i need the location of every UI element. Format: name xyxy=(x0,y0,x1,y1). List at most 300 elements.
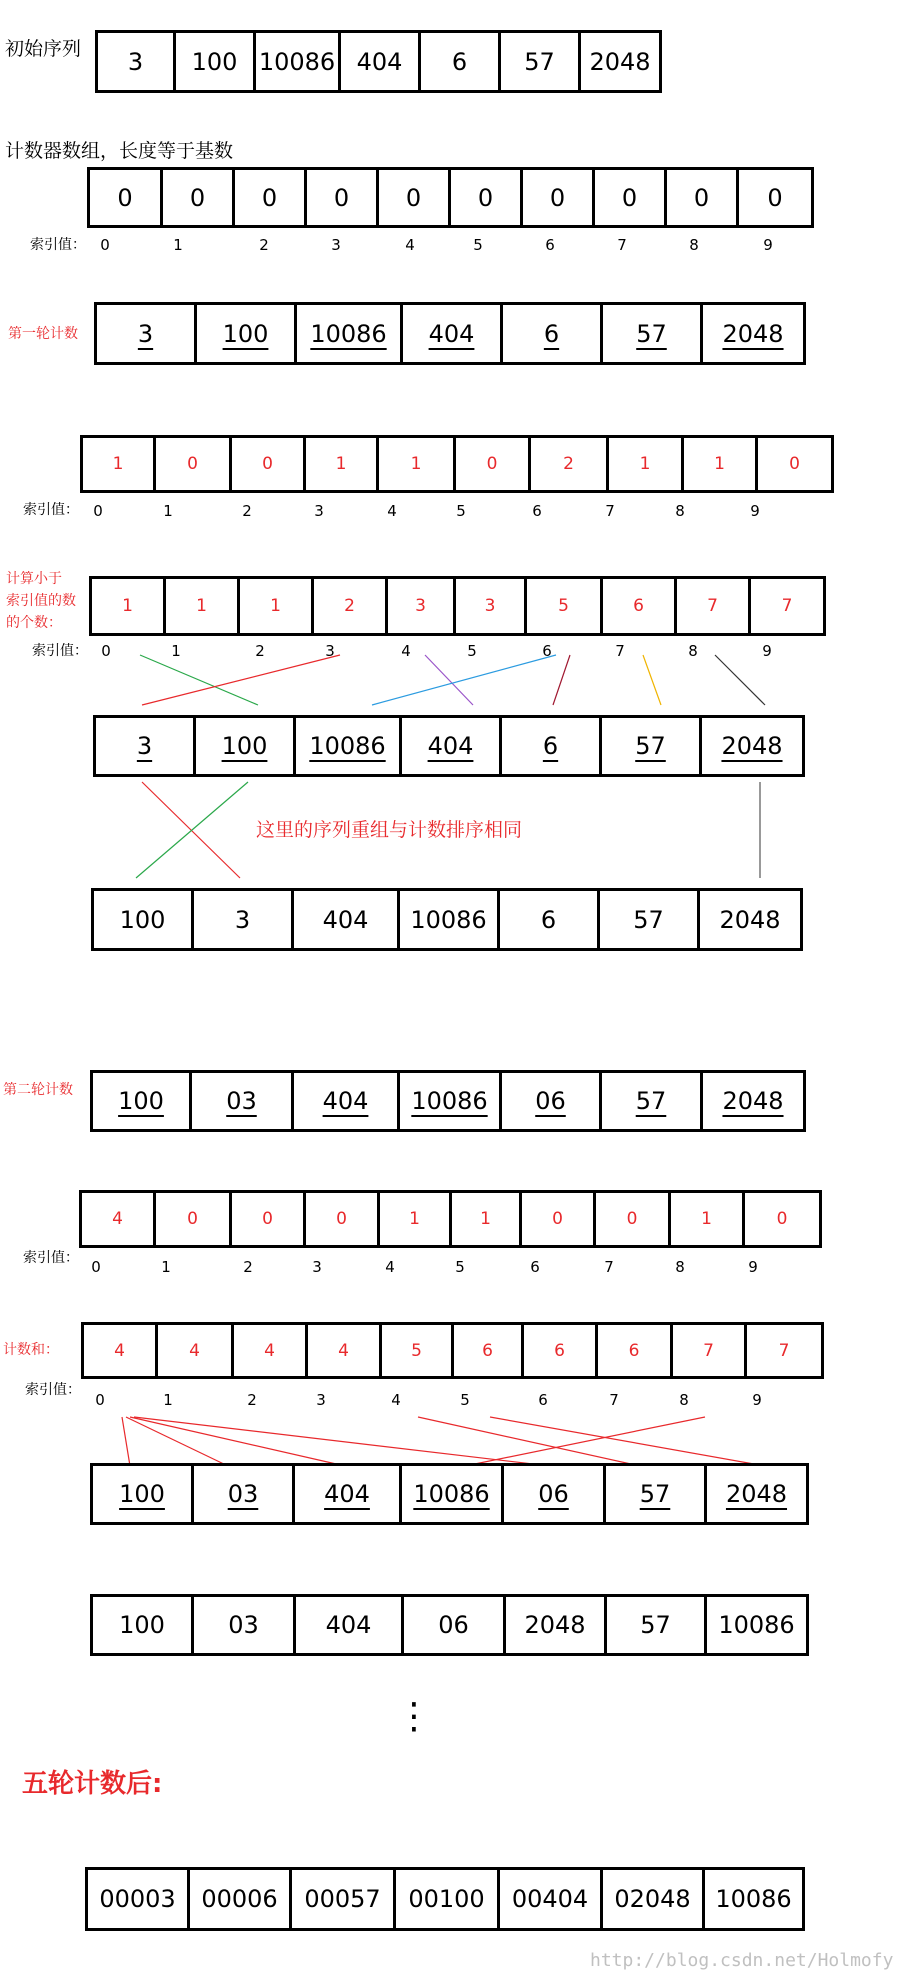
cell-value: 100 xyxy=(119,1480,165,1508)
round2-label: 第二轮计数 xyxy=(3,1082,73,1098)
array-cell xyxy=(306,1193,380,1245)
round1-sequence-array xyxy=(94,302,806,365)
cell-value: 1 xyxy=(701,1209,712,1229)
connector-line xyxy=(126,1417,228,1466)
final-sorted-array xyxy=(85,1867,805,1931)
index-value: 7 xyxy=(615,642,625,660)
array-cell xyxy=(314,579,388,633)
cell-value: 0 xyxy=(626,1209,638,1229)
cell-value: 0 xyxy=(189,183,206,212)
index-value: 5 xyxy=(456,502,466,520)
array-cell xyxy=(166,579,240,633)
cell-value: 10086 xyxy=(258,47,336,76)
array-cell xyxy=(503,305,603,362)
index-value: 9 xyxy=(762,642,772,660)
cell-value: 6 xyxy=(540,905,557,934)
array-cell xyxy=(452,1193,522,1245)
cell-value: 100 xyxy=(191,47,238,76)
index-value: 6 xyxy=(538,1391,548,1409)
cell-value: 1 xyxy=(335,454,347,474)
index-value: 8 xyxy=(675,1258,685,1276)
array-cell xyxy=(96,718,196,774)
index-label: 索引值： xyxy=(25,1382,81,1398)
cell-value: 57 xyxy=(639,1480,671,1508)
round2-counts-array xyxy=(79,1190,822,1248)
counter-array xyxy=(87,167,814,228)
array-cell xyxy=(197,305,297,362)
array-cell xyxy=(524,1325,598,1376)
array-cell xyxy=(88,1870,190,1928)
cell-value: 3 xyxy=(136,732,153,760)
cell-value: 03 xyxy=(227,1480,259,1508)
index-value: 7 xyxy=(617,236,627,254)
array-cell xyxy=(176,33,256,90)
index-value: 5 xyxy=(460,1391,470,1409)
cell-value: 1 xyxy=(410,454,422,474)
index-value: 8 xyxy=(688,642,698,660)
cell-value: 57 xyxy=(635,1087,667,1115)
cell-value: 6 xyxy=(482,1340,493,1361)
array-cell xyxy=(82,1193,156,1245)
index-value: 7 xyxy=(609,1391,619,1409)
index-value: 5 xyxy=(473,236,483,254)
cell-value: 3 xyxy=(234,905,251,934)
array-cell xyxy=(527,579,603,633)
index-value: 9 xyxy=(752,1391,762,1409)
index-value: 9 xyxy=(748,1258,758,1276)
array-cell xyxy=(456,579,527,633)
index-value: 3 xyxy=(312,1258,322,1276)
cell-value: 0 xyxy=(477,183,494,212)
cell-value: 1 xyxy=(196,596,207,616)
array-cell xyxy=(396,1870,500,1928)
cell-value: 10086 xyxy=(718,1611,795,1639)
index-value: 8 xyxy=(679,1391,689,1409)
index-value: 4 xyxy=(391,1391,401,1409)
array-cell xyxy=(500,1870,603,1928)
array-cell xyxy=(606,1466,707,1522)
connector-line xyxy=(465,1417,705,1466)
cell-value: 0 xyxy=(789,454,800,474)
array-cell xyxy=(703,305,803,362)
array-cell xyxy=(232,1193,306,1245)
cell-value: 0 xyxy=(187,1209,198,1229)
index-value: 2 xyxy=(247,1391,257,1409)
array-cell xyxy=(235,170,307,225)
round1-result-array xyxy=(91,888,803,951)
cell-value: 0 xyxy=(262,454,273,474)
cell-value: 6 xyxy=(451,47,468,76)
connector-line xyxy=(142,782,240,878)
array-cell xyxy=(596,1193,671,1245)
array-cell xyxy=(600,891,700,948)
cell-value: 4 xyxy=(112,1209,123,1229)
array-cell xyxy=(705,1870,802,1928)
cell-value: 0 xyxy=(767,183,783,212)
array-cell xyxy=(402,718,502,774)
connector-line xyxy=(134,1417,550,1466)
array-cell xyxy=(504,1466,606,1522)
cell-value: 1 xyxy=(112,454,124,474)
array-cell xyxy=(306,438,379,490)
cell-value: 3 xyxy=(415,596,426,616)
watermark: http://blog.csdn.net/Holmofy xyxy=(590,1950,894,1971)
index-value: 2 xyxy=(259,236,269,254)
array-cell xyxy=(602,718,702,774)
cell-value: 1 xyxy=(714,454,725,474)
cell-value: 00057 xyxy=(304,1885,381,1913)
cell-value: 2 xyxy=(563,454,574,474)
array-cell xyxy=(292,1870,396,1928)
index-value: 1 xyxy=(171,642,181,660)
cell-value: 2048 xyxy=(524,1611,586,1639)
round2-sequence-array xyxy=(90,1070,806,1132)
round2-result-array xyxy=(90,1594,809,1656)
array-cell xyxy=(92,579,166,633)
cell-value: 7 xyxy=(707,596,718,616)
index-value: 4 xyxy=(405,236,415,254)
array-cell xyxy=(501,33,581,90)
cell-value: 06 xyxy=(438,1611,469,1639)
connector-line xyxy=(136,782,248,878)
connector-line xyxy=(553,655,570,705)
cell-value: 10086 xyxy=(309,732,386,760)
cell-value: 0 xyxy=(336,1209,347,1229)
cell-value: 404 xyxy=(356,47,403,76)
array-cell xyxy=(256,33,341,90)
cell-value: 6 xyxy=(633,596,644,616)
count-less-label-1: 计算小于 xyxy=(6,571,62,587)
array-cell xyxy=(745,1193,819,1245)
array-cell xyxy=(297,305,403,362)
array-cell xyxy=(308,1325,382,1376)
index-label: 索引值： xyxy=(32,643,88,659)
cell-value: 2048 xyxy=(725,1480,788,1508)
cell-value: 10086 xyxy=(310,319,387,348)
cell-value: 7 xyxy=(703,1340,714,1361)
array-cell xyxy=(703,1073,803,1129)
array-cell xyxy=(98,33,176,90)
round1-sequence-array-b xyxy=(93,715,805,777)
cell-value: 1 xyxy=(480,1209,491,1229)
cell-value: 0 xyxy=(261,183,278,212)
array-cell xyxy=(156,1193,232,1245)
cell-value: 0 xyxy=(552,1209,563,1229)
array-cell xyxy=(379,170,451,225)
array-cell xyxy=(97,305,197,362)
cell-value: 5 xyxy=(411,1340,422,1361)
cell-value: 57 xyxy=(636,319,667,348)
cell-value: 00404 xyxy=(511,1885,589,1913)
counter-array-label: 计数器数组，长度等于基数 xyxy=(5,140,234,162)
cell-value: 4 xyxy=(114,1340,125,1361)
index-value: 7 xyxy=(604,1258,614,1276)
array-cell xyxy=(603,579,677,633)
array-cell xyxy=(707,1466,806,1522)
index-label: 索引值： xyxy=(30,237,86,253)
after-five-rounds-label: 五轮计数后: xyxy=(22,1769,163,1799)
index-value: 6 xyxy=(532,502,542,520)
array-cell xyxy=(94,891,194,948)
cell-value: 6 xyxy=(542,732,559,760)
cell-value: 0 xyxy=(405,183,422,212)
ellipsis-dots: ⋮ xyxy=(396,1696,432,1737)
array-cell xyxy=(379,438,456,490)
array-cell xyxy=(700,891,800,948)
array-cell xyxy=(163,170,235,225)
count-sum-label: 计数和： xyxy=(3,1342,59,1358)
index-value: 9 xyxy=(763,236,773,254)
index-label: 索引值： xyxy=(23,1250,79,1266)
cell-value: 00003 xyxy=(99,1885,176,1913)
cell-value: 5 xyxy=(558,596,569,616)
cell-value: 3 xyxy=(137,319,154,348)
array-cell xyxy=(739,170,811,225)
array-cell xyxy=(506,1597,607,1653)
array-cell xyxy=(602,1073,703,1129)
cell-value: 0 xyxy=(262,1209,273,1229)
array-cell xyxy=(240,579,314,633)
index-value: 2 xyxy=(243,1258,253,1276)
index-value: 1 xyxy=(161,1258,171,1276)
cell-value: 10086 xyxy=(715,1885,792,1913)
array-cell xyxy=(400,1073,502,1129)
array-cell xyxy=(295,1466,402,1522)
connector-line xyxy=(130,1417,345,1466)
cell-value: 6 xyxy=(543,319,560,348)
connector-line xyxy=(122,1417,130,1466)
index-value: 3 xyxy=(331,236,341,254)
cell-value: 0 xyxy=(693,183,710,212)
initial-sequence-array xyxy=(95,30,662,93)
index-value: 9 xyxy=(750,502,760,520)
cell-value: 10086 xyxy=(413,1480,490,1508)
initial-sequence-label: 初始序列 xyxy=(5,38,82,60)
array-cell xyxy=(234,1325,308,1376)
connector-line xyxy=(715,655,765,705)
cell-value: 100 xyxy=(119,1611,165,1639)
index-value: 2 xyxy=(255,642,265,660)
array-cell xyxy=(192,1073,294,1129)
cell-value: 2048 xyxy=(722,1087,784,1115)
connector-line xyxy=(372,655,556,705)
round1-less-array xyxy=(89,576,826,636)
array-cell xyxy=(404,1597,506,1653)
array-cell xyxy=(751,579,823,633)
count-less-label-2: 索引值的数 xyxy=(6,593,76,609)
cell-value: 7 xyxy=(781,596,793,616)
index-value: 1 xyxy=(163,1391,173,1409)
index-value: 8 xyxy=(675,502,685,520)
index-value: 3 xyxy=(325,642,335,660)
array-cell xyxy=(523,170,595,225)
cell-value: 4 xyxy=(264,1340,275,1361)
array-cell xyxy=(194,891,294,948)
array-cell xyxy=(673,1325,747,1376)
array-cell xyxy=(403,305,503,362)
array-cell xyxy=(83,438,156,490)
cell-value: 03 xyxy=(228,1611,259,1639)
array-cell xyxy=(581,33,659,90)
cell-value: 100 xyxy=(118,1087,164,1115)
index-value: 3 xyxy=(316,1391,326,1409)
cell-value: 57 xyxy=(640,1611,671,1639)
cell-value: 1 xyxy=(639,454,651,474)
count-less-label-3: 的个数： xyxy=(6,615,62,631)
index-value: 0 xyxy=(100,236,110,254)
array-cell xyxy=(156,438,232,490)
array-cell xyxy=(707,1597,806,1653)
array-cell xyxy=(522,1193,596,1245)
cell-value: 100 xyxy=(222,319,269,348)
array-cell xyxy=(232,438,306,490)
cell-value: 404 xyxy=(325,1611,372,1639)
cell-value: 404 xyxy=(324,1480,370,1508)
cell-value: 404 xyxy=(322,905,369,934)
cell-value: 0 xyxy=(621,183,638,212)
index-value: 1 xyxy=(173,236,183,254)
array-cell xyxy=(609,438,684,490)
index-value: 4 xyxy=(385,1258,395,1276)
array-cell xyxy=(595,170,667,225)
cell-value: 00006 xyxy=(201,1885,278,1913)
round2-sum-array xyxy=(81,1322,824,1379)
array-cell xyxy=(607,1597,707,1653)
cell-value: 2 xyxy=(344,596,355,616)
array-cell xyxy=(531,438,609,490)
index-value: 8 xyxy=(689,236,699,254)
array-cell xyxy=(758,438,831,490)
cell-value: 404 xyxy=(428,319,475,348)
index-value: 0 xyxy=(101,642,111,660)
cell-value: 100 xyxy=(221,732,268,760)
cell-value: 7 xyxy=(778,1340,790,1361)
array-cell xyxy=(684,438,758,490)
array-cell xyxy=(598,1325,673,1376)
cell-value: 0 xyxy=(333,183,350,212)
cell-value: 1 xyxy=(122,596,133,616)
array-cell xyxy=(702,718,802,774)
round1-counts-array xyxy=(80,435,834,493)
index-label: 索引值： xyxy=(23,502,79,518)
array-cell xyxy=(296,718,402,774)
index-value: 0 xyxy=(91,1258,101,1276)
cell-value: 0 xyxy=(187,454,198,474)
connector-line xyxy=(643,655,661,705)
array-cell xyxy=(190,1870,292,1928)
array-cell xyxy=(502,1073,602,1129)
cell-value: 10086 xyxy=(410,905,487,934)
array-cell xyxy=(194,1597,296,1653)
index-value: 4 xyxy=(401,642,411,660)
index-value: 0 xyxy=(93,502,103,520)
array-cell xyxy=(671,1193,745,1245)
array-cell xyxy=(456,438,531,490)
cell-value: 00100 xyxy=(408,1885,485,1913)
cell-value: 3 xyxy=(127,47,144,76)
cell-value: 404 xyxy=(322,1087,369,1115)
array-cell xyxy=(294,1073,400,1129)
array-cell xyxy=(93,1597,194,1653)
index-value: 6 xyxy=(542,642,552,660)
array-cell xyxy=(603,1870,705,1928)
array-cell xyxy=(500,891,600,948)
array-cell xyxy=(747,1325,821,1376)
cell-value: 57 xyxy=(635,732,666,760)
array-cell xyxy=(421,33,501,90)
cell-value: 03 xyxy=(226,1087,257,1115)
array-cell xyxy=(158,1325,234,1376)
cell-value: 404 xyxy=(427,732,474,760)
array-cell xyxy=(93,1073,192,1129)
cell-value: 57 xyxy=(524,47,555,76)
index-value: 6 xyxy=(530,1258,540,1276)
cell-value: 6 xyxy=(554,1340,565,1361)
cell-value: 10086 xyxy=(411,1087,488,1115)
cell-value: 4 xyxy=(338,1340,349,1361)
array-cell xyxy=(603,305,703,362)
array-cell xyxy=(194,1466,295,1522)
cell-value: 02048 xyxy=(614,1885,691,1913)
array-cell xyxy=(93,1466,194,1522)
array-cell xyxy=(296,1597,404,1653)
cell-value: 06 xyxy=(535,1087,566,1115)
index-value: 3 xyxy=(314,502,324,520)
cell-value: 0 xyxy=(776,1209,788,1229)
array-cell xyxy=(677,579,751,633)
cell-value: 6 xyxy=(628,1340,640,1361)
cell-value: 2048 xyxy=(721,732,783,760)
cell-value: 0 xyxy=(486,454,498,474)
index-value: 5 xyxy=(467,642,477,660)
array-cell xyxy=(451,170,523,225)
array-cell xyxy=(380,1193,452,1245)
round2-sequence-array-b xyxy=(90,1463,809,1525)
array-cell xyxy=(454,1325,524,1376)
array-cell xyxy=(400,891,500,948)
cell-value: 0 xyxy=(117,183,133,212)
index-value: 6 xyxy=(545,236,555,254)
cell-value: 2048 xyxy=(589,47,651,76)
array-cell xyxy=(90,170,163,225)
array-cell xyxy=(667,170,739,225)
array-cell xyxy=(382,1325,454,1376)
cell-value: 1 xyxy=(409,1209,420,1229)
index-value: 5 xyxy=(455,1258,465,1276)
array-cell xyxy=(341,33,421,90)
index-value: 7 xyxy=(605,502,615,520)
cell-value: 2048 xyxy=(719,905,781,934)
index-value: 4 xyxy=(387,502,397,520)
note-same-as-counting-sort: 这里的序列重组与计数排序相同 xyxy=(256,819,523,841)
cell-value: 3 xyxy=(484,596,496,616)
cell-value: 0 xyxy=(549,183,566,212)
round1-label: 第一轮计数 xyxy=(8,326,78,342)
array-cell xyxy=(388,579,456,633)
index-value: 0 xyxy=(95,1391,105,1409)
array-cell xyxy=(196,718,296,774)
cell-value: 100 xyxy=(119,905,166,934)
array-cell xyxy=(307,170,379,225)
cell-value: 57 xyxy=(633,905,664,934)
array-cell xyxy=(402,1466,504,1522)
cell-value: 06 xyxy=(538,1480,569,1508)
cell-value: 2048 xyxy=(722,319,784,348)
cell-value: 1 xyxy=(270,596,281,616)
cell-value: 4 xyxy=(189,1340,200,1361)
array-cell xyxy=(294,891,400,948)
array-cell xyxy=(502,718,602,774)
